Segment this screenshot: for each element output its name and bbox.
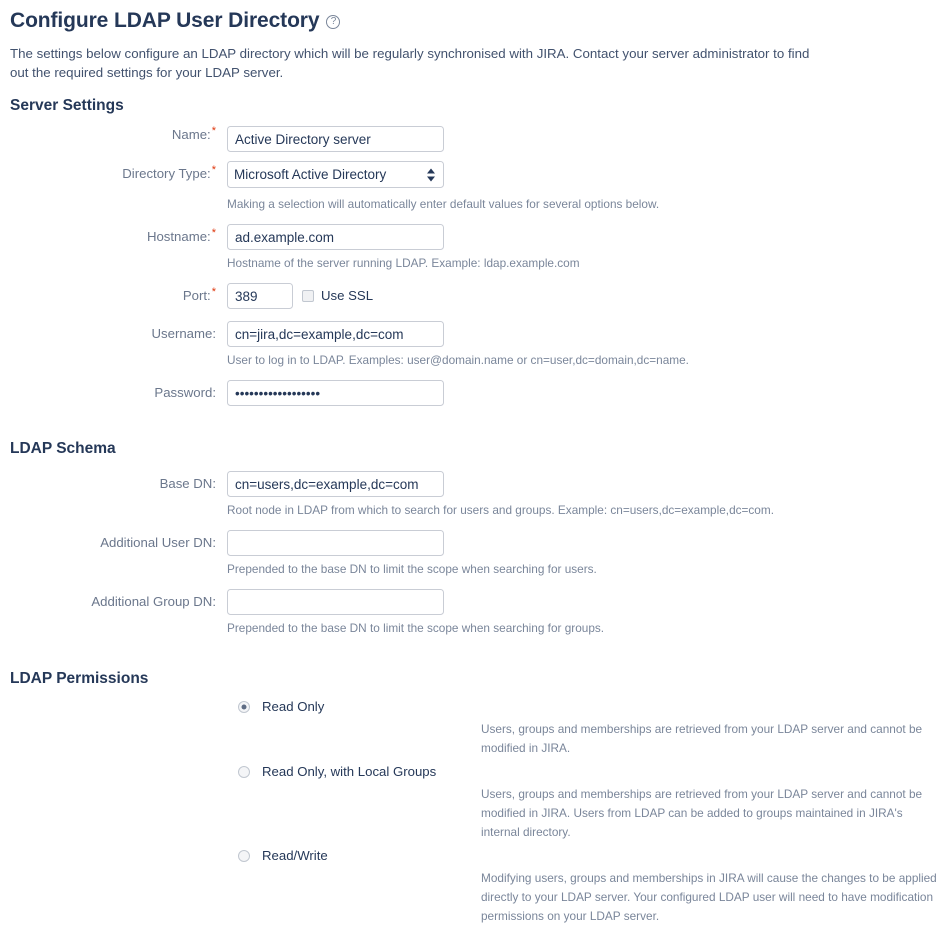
help-username: User to log in to LDAP. Examples: user@domain.name or cn=user,dc=domain,dc=name. [227, 353, 689, 367]
label-hostname-text: Hostname: [146, 229, 211, 244]
required-asterisk: * [211, 124, 216, 137]
radio-label-read-only-local-groups: Read Only, with Local Groups [262, 764, 437, 779]
page-title-text: Configure LDAP User Directory [10, 9, 320, 32]
label-port-text: Port: [182, 288, 211, 303]
section-heading-ldap-schema: LDAP Schema [10, 440, 116, 457]
form-row-directory-type [10, 161, 939, 212]
directory-type-select[interactable] [227, 161, 444, 188]
help-hostname: Hostname of the server running LDAP. Example: ldap.example.com [227, 256, 580, 270]
radio-desc-read-only: Users, groups and memberships are retrieved from your LDAP server and cannot be modified in JIRA. [481, 722, 923, 755]
label-directory-type [10, 161, 227, 182]
label-password: Password: [154, 385, 216, 400]
required-asterisk: * [211, 285, 216, 298]
form-row-additional-group-dn [10, 589, 939, 636]
password-input[interactable] [227, 380, 444, 406]
name-input[interactable] [227, 126, 444, 152]
radio-desc-read-only-local-groups: Users, groups and memberships are retrieved from your LDAP server and cannot be modified in JIRA. Users from LDAP can be added to groups maintained in JIRA's internal directory. [481, 787, 923, 839]
form-row-hostname [10, 224, 939, 271]
help-circle-icon[interactable]: ? [326, 15, 340, 29]
help-directory-type: Making a selection will automatically enter default values for several options below. [227, 197, 660, 211]
required-asterisk: * [211, 163, 216, 176]
radio-desc-read-write: Modifying users, groups and memberships in JIRA will cause the changes to be applied directly to your LDAP server. Your configured LDAP user will need to have modification permissions on your LDAP server. [481, 871, 937, 923]
ldap-permissions-radio-group [238, 699, 939, 926]
additional-group-dn-input[interactable] [227, 589, 444, 615]
page-title [10, 8, 939, 34]
radio-icon-read-only[interactable] [238, 701, 250, 713]
label-name-text: Name: [171, 127, 211, 142]
label-base-dn: Base DN: [159, 476, 216, 491]
help-additional-user-dn: Prepended to the base DN to limit the scope when searching for users. [227, 562, 597, 576]
section-heading-server-settings: Server Settings [10, 97, 124, 114]
label-hostname [10, 224, 227, 245]
label-directory-type-text: Directory Type: [122, 166, 211, 181]
form-row-port [10, 283, 939, 309]
use-ssl-checkbox[interactable] [302, 290, 314, 302]
use-ssl-checkbox-group[interactable] [302, 288, 373, 304]
form-row-username [10, 321, 939, 368]
radio-option-read-write[interactable] [238, 848, 939, 864]
label-name [10, 126, 227, 143]
radio-option-read-only[interactable] [238, 699, 939, 715]
help-base-dn: Root node in LDAP from which to search for users and groups. Example: cn=users,dc=example,dc=com. [227, 503, 774, 517]
help-additional-group-dn: Prepended to the base DN to limit the scope when searching for groups. [227, 621, 605, 635]
form-row-additional-user-dn [10, 530, 939, 577]
required-asterisk: * [211, 226, 216, 239]
form-row-base-dn [10, 471, 939, 518]
directory-type-select-wrap [227, 161, 444, 188]
radio-option-read-only-local-groups[interactable] [238, 764, 939, 780]
additional-user-dn-input[interactable] [227, 530, 444, 556]
form-row-password [10, 380, 939, 406]
label-username: Username: [151, 326, 216, 341]
page-description: The settings below configure an LDAP directory which will be regularly synchronised with JIRA. Contact your server administrator to find out the required settings for your LDAP server. [10, 46, 810, 80]
hostname-input[interactable] [227, 224, 444, 250]
radio-label-read-only: Read Only [262, 699, 325, 714]
label-additional-group-dn: Additional Group DN: [91, 594, 216, 609]
port-input[interactable] [227, 283, 293, 309]
label-port [10, 283, 227, 304]
username-input[interactable] [227, 321, 444, 347]
label-additional-user-dn: Additional User DN: [100, 535, 216, 550]
form-row-name [10, 126, 939, 152]
base-dn-input[interactable] [227, 471, 444, 497]
radio-label-read-write: Read/Write [262, 848, 328, 863]
radio-icon-read-only-local-groups[interactable] [238, 766, 250, 778]
radio-icon-read-write[interactable] [238, 850, 250, 862]
use-ssl-label: Use SSL [321, 288, 374, 303]
section-heading-ldap-permissions: LDAP Permissions [10, 670, 149, 687]
